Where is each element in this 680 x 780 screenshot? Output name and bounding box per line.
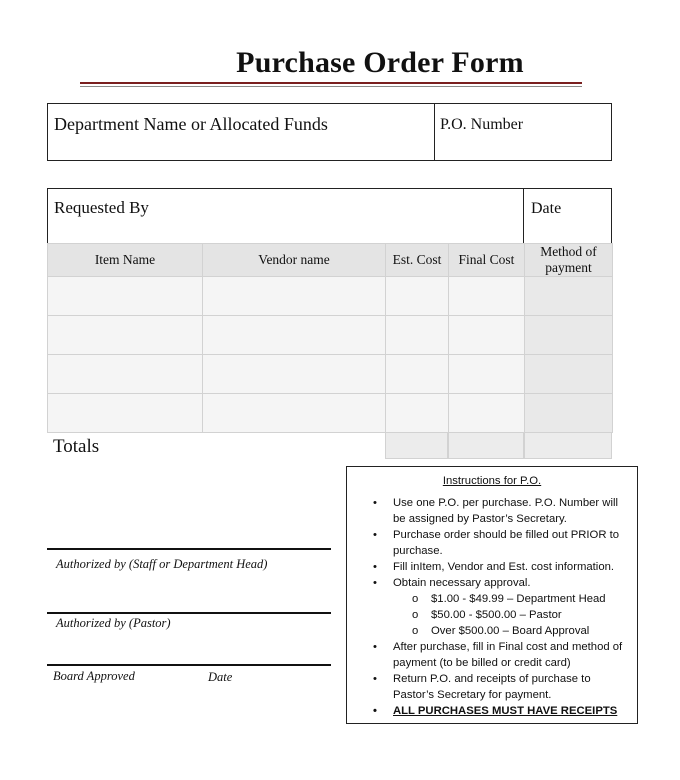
est-cost-cell[interactable] — [386, 277, 449, 316]
date-field[interactable]: Date — [531, 200, 562, 217]
table-row — [48, 277, 613, 316]
vendor-name-cell[interactable] — [203, 355, 386, 394]
circle-bullet-icon: o — [412, 593, 419, 605]
board-date-label: Date — [208, 670, 233, 684]
payment-method-cell[interactable] — [525, 355, 613, 394]
bullet-icon: • — [373, 497, 377, 509]
total-est-cost-cell[interactable] — [385, 432, 448, 459]
page-title: Purchase Order Form — [236, 46, 524, 79]
est-cost-cell[interactable] — [386, 355, 449, 394]
instructions-title: Instructions for P.O. — [442, 475, 542, 487]
table-row — [48, 355, 613, 394]
department-divider — [434, 104, 435, 160]
list-item: • Return P.O. and receipts of purchase to Pastor’s Secretary for payment. — [373, 673, 591, 701]
requested-by-box — [47, 188, 612, 244]
authorized-pastor-label: Authorized by (Pastor) — [56, 616, 171, 630]
items-table — [47, 243, 613, 433]
bullet-icon: • — [373, 561, 377, 573]
bullet-icon: • — [373, 705, 377, 717]
list-item: • Purchase order should be filled out PRIOR to purchase. — [373, 529, 620, 557]
table-row — [48, 316, 613, 355]
item-name-cell[interactable] — [48, 316, 203, 355]
sub-list-item: o Over $500.00 – Board Approval — [412, 625, 590, 637]
est-cost-cell[interactable] — [386, 394, 449, 433]
bullet-icon: • — [373, 529, 377, 541]
total-final-cost-cell[interactable] — [448, 432, 524, 459]
header-vendor-name: Vendor name — [203, 244, 386, 277]
item-name-cell[interactable] — [48, 277, 203, 316]
item-name-cell[interactable] — [48, 394, 203, 433]
instructions-box — [346, 466, 638, 724]
header-est-cost: Est. Cost — [386, 244, 449, 277]
vendor-name-cell[interactable] — [203, 316, 386, 355]
title-divider-gray — [80, 86, 582, 87]
authorized-staff-label: Authorized by (Staff or Department Head) — [56, 557, 268, 571]
final-cost-cell[interactable] — [449, 277, 525, 316]
vendor-name-cell[interactable] — [203, 277, 386, 316]
list-item: • Obtain necessary approval. — [373, 577, 531, 589]
vendor-name-cell[interactable] — [203, 394, 386, 433]
bullet-icon: • — [373, 641, 377, 653]
requested-by-divider — [523, 189, 524, 243]
payment-method-cell[interactable] — [525, 277, 613, 316]
title-divider-red — [80, 82, 582, 84]
total-payment-cell[interactable] — [524, 432, 612, 459]
board-approved-label: Board Approved — [53, 669, 135, 683]
list-item: • Use one P.O. per purchase. P.O. Number will be assigned by Pastor’s Secretary. — [373, 497, 618, 525]
final-cost-cell[interactable] — [449, 394, 525, 433]
final-cost-cell[interactable] — [449, 355, 525, 394]
list-item: • After purchase, fill in Final cost and method of payment (to be billed or credit card) — [373, 641, 623, 669]
item-name-cell[interactable] — [48, 355, 203, 394]
staff-signature-line[interactable] — [47, 548, 331, 550]
po-number-field[interactable]: P.O. Number — [440, 116, 524, 133]
est-cost-cell[interactable] — [386, 316, 449, 355]
payment-method-cell[interactable] — [525, 394, 613, 433]
payment-method-cell[interactable] — [525, 316, 613, 355]
totals-label: Totals — [53, 436, 100, 457]
table-row — [48, 394, 613, 433]
circle-bullet-icon: o — [412, 625, 419, 637]
sub-list-item: o $1.00 - $49.99 – Department Head — [412, 593, 606, 605]
header-final-cost: Final Cost — [449, 244, 525, 277]
totals-row — [385, 432, 612, 459]
header-item-name: Item Name — [48, 244, 203, 277]
list-item: • ALL PURCHASES MUST HAVE RECEIPTS — [373, 705, 618, 717]
header-method-of-payment: Method of payment — [525, 244, 613, 277]
circle-bullet-icon: o — [412, 609, 419, 621]
board-signature-line[interactable] — [47, 664, 331, 666]
final-cost-cell[interactable] — [449, 316, 525, 355]
list-item: • Fill inItem, Vendor and Est. cost information. — [373, 561, 615, 573]
table-header-row — [48, 244, 613, 277]
instructions-list — [347, 495, 637, 719]
bullet-icon: • — [373, 673, 377, 685]
sub-list-item: o $50.00 - $500.00 – Pastor — [412, 609, 562, 621]
department-field[interactable]: Department Name or Allocated Funds — [54, 114, 328, 134]
department-po-box — [47, 103, 612, 161]
bullet-icon: • — [373, 577, 377, 589]
requested-by-field[interactable]: Requested By — [54, 198, 149, 217]
pastor-signature-line[interactable] — [47, 612, 331, 614]
